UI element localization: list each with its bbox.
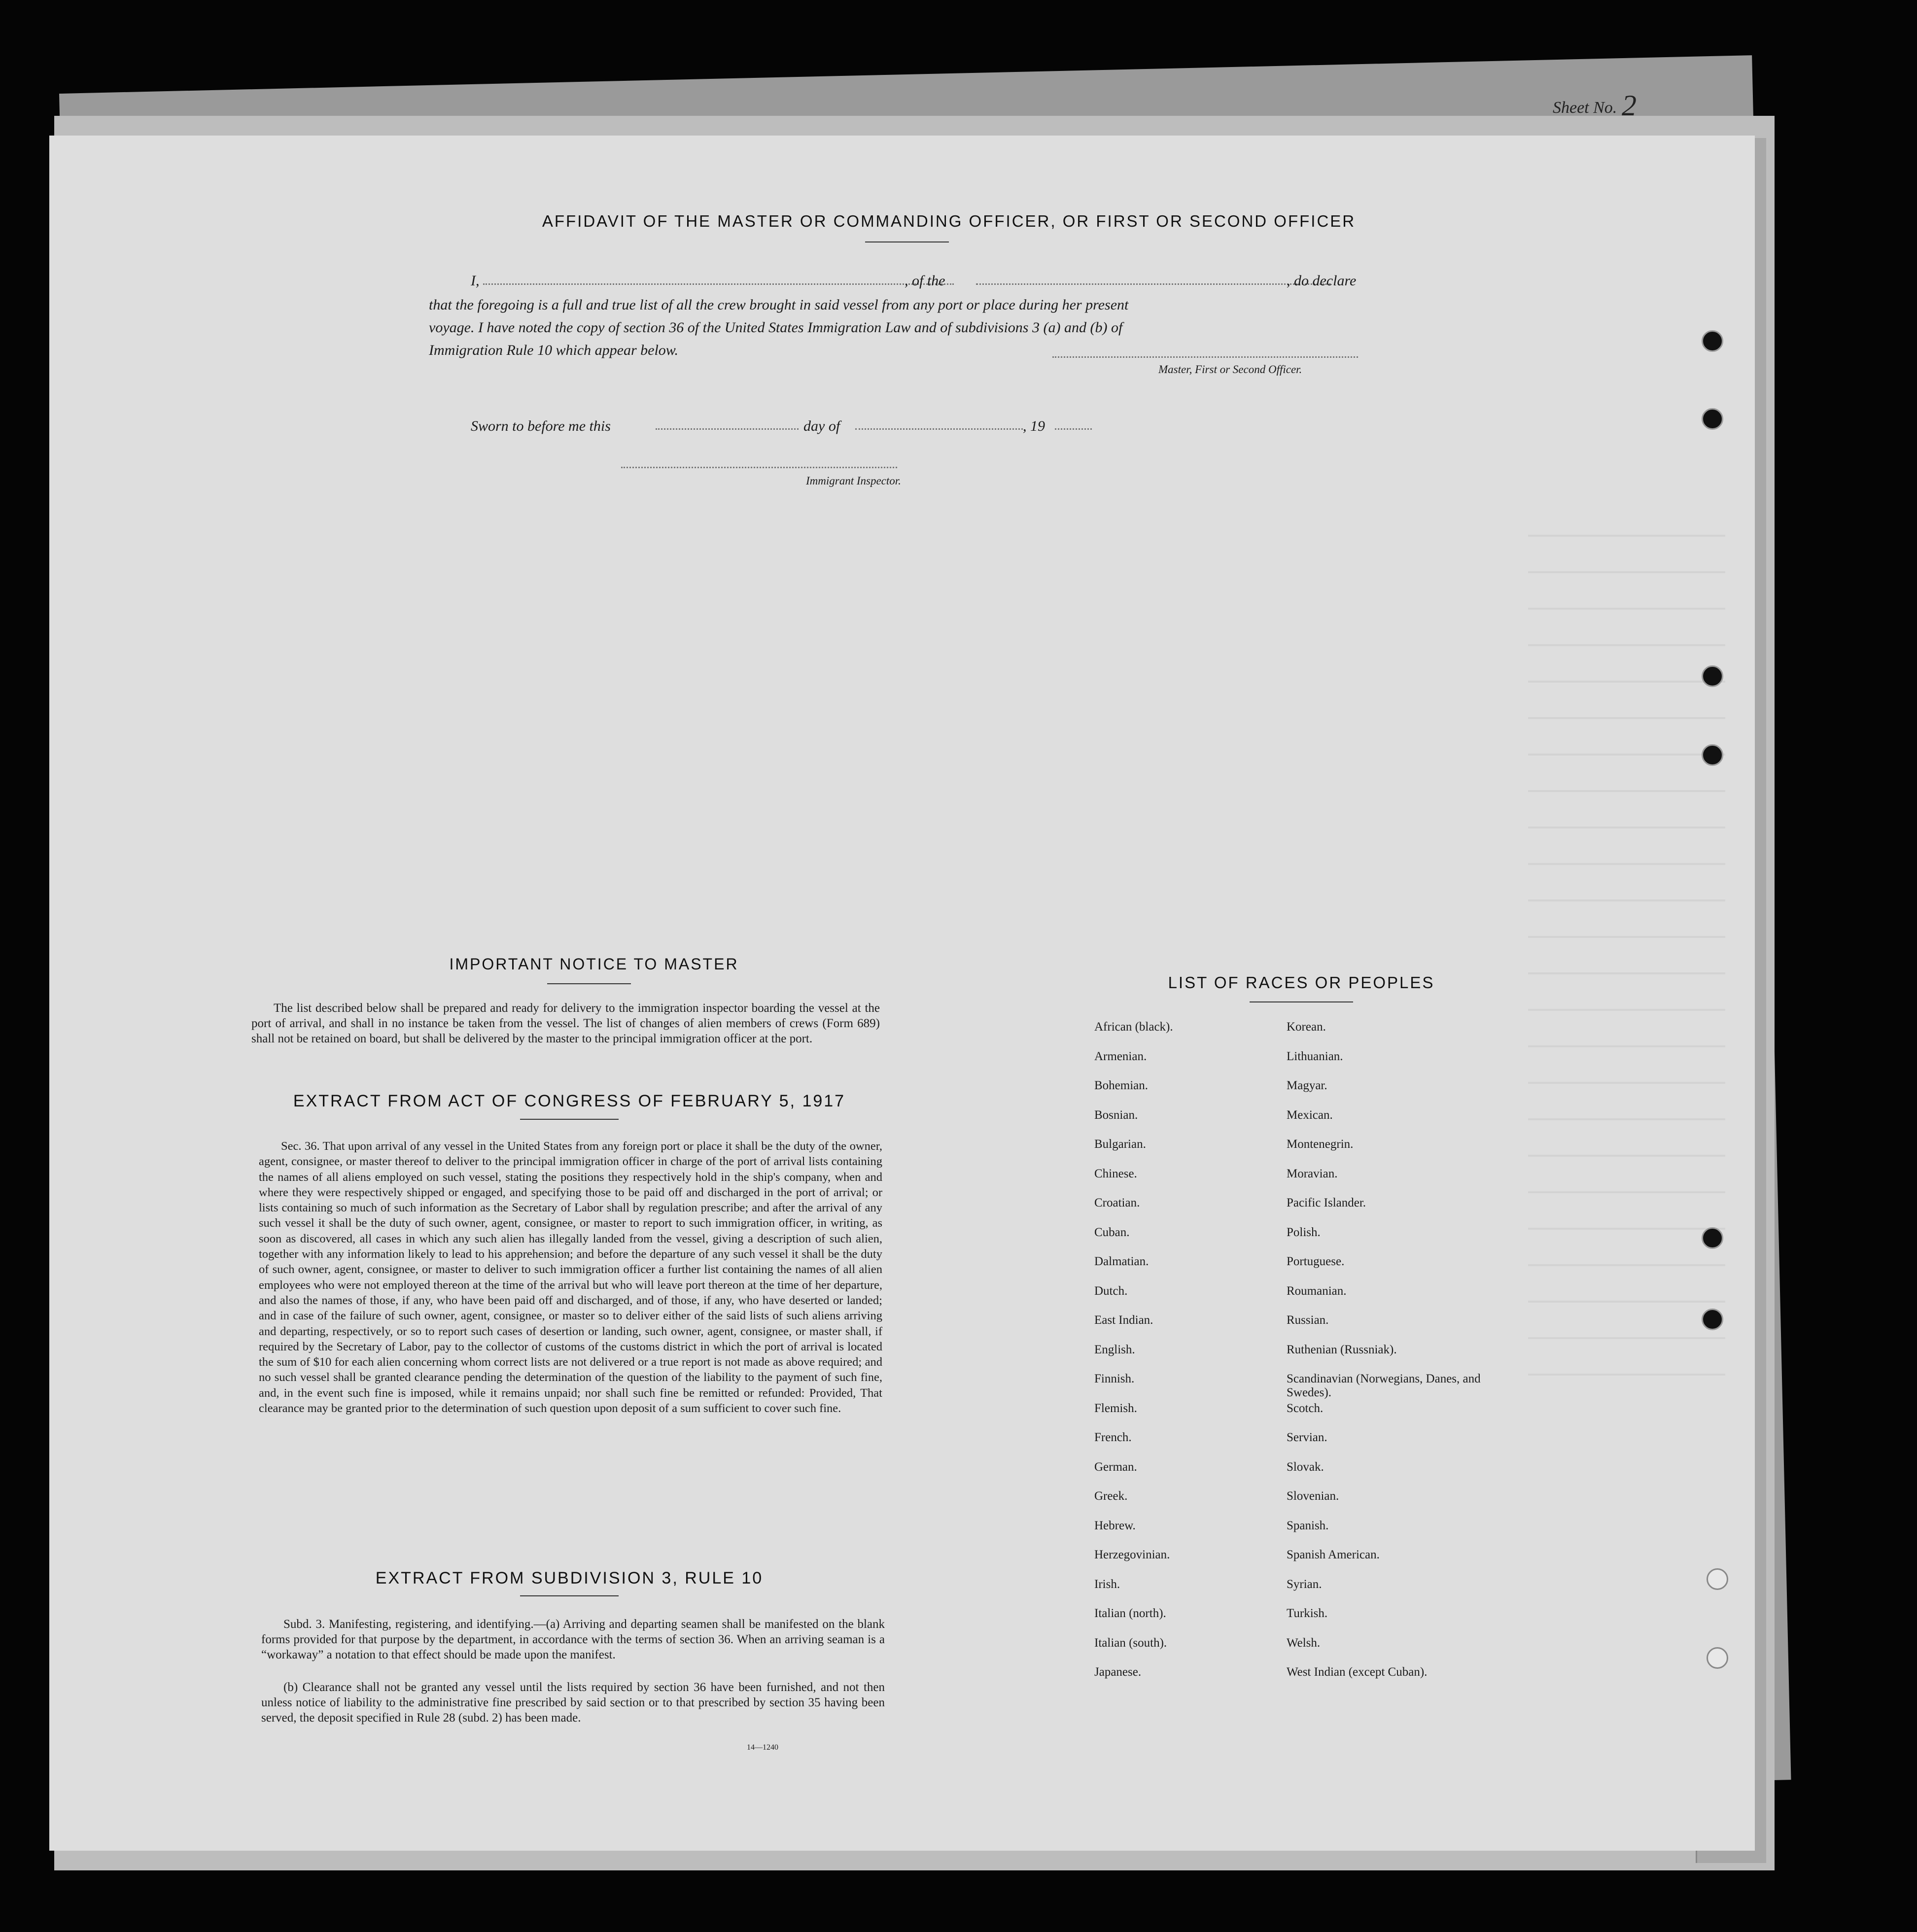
race-item: Slovenian. [1287, 1489, 1339, 1503]
race-item: Russian. [1287, 1313, 1329, 1327]
binder-hole [1702, 665, 1723, 687]
race-item: Herzegovinian. [1094, 1548, 1170, 1561]
day-of-text: day of [803, 418, 840, 434]
race-item: Hebrew. [1094, 1518, 1136, 1532]
affidavit-line-2: that the foregoing is a full and true list of all the crew brought in said vessel from any port or place during her present [429, 297, 1129, 313]
races-column-2 [1287, 1020, 1499, 1695]
race-item: Montenegrin. [1287, 1138, 1354, 1151]
sworn-text: Sworn to before me this [471, 418, 611, 434]
vessel-name-field [976, 283, 1331, 285]
race-item: Irish. [1094, 1577, 1120, 1591]
race-item: Servian. [1287, 1431, 1327, 1444]
section-36-text: Sec. 36. That upon arrival of any vessel in the United States from any foreign port or place it shall be the duty of the owner, agent, consignee, or master thereof to deliver to the principal immigration officer in charge of the port of arrival lists containing the names of all aliens employed on such vessel, stating the positions they respectively hold in the ship's company, when and where they were respectively shipped or engaged, and specifying those to be paid off and discharged in the port of arrival; or lists containing so much of such information as the Secretary of Labor shall by regulation prescribe; and after the arrival of any such vessel it shall be the duty of such owner, agent, consignee, or master to report to such immigration officer, in writing, as soon as discovered, all cases in which any such alien has illegally landed from the vessel, giving a description of such alien, together with any information likely to lead to his apprehension; and before the departure of any such vessel it shall be the duty of such owner, agent, consignee, or master to deliver to such immigration officer a further list containing the names of all alien employees who were not employed thereon at the time of the arrival but who will leave port thereon at the time of her departure, and also the names of those, if any, who have been paid off and discharged, and of those, if any, who have deserted or landed; and in case of the failure of such owner, agent, consignee, or master so to deliver either of the said lists of such aliens arriving and departing, respectively, or so to report such cases of desertion or landing, such owner, agent, consignee, or master shall, if required by the Secretary of Labor, pay to the collector of customs of the customs district in which the port of arrival is located the sum of $10 for each alien concerning whom correct lists are not delivered or a true report is not made as above required; and no such vessel shall be granted clearance pending the determination of the question of the liability to the payment of such fine, and, in the event such fine is imposed, while it remains unpaid; nor shall such fine be remitted or refunded: Provided, That clearance may be granted prior to the determination of such question upon deposit of a sum sufficient to cover such fine. [259, 1139, 882, 1415]
race-item: Pacific Islander. [1287, 1196, 1366, 1209]
binder-hole-empty [1707, 1568, 1728, 1590]
race-item: German. [1094, 1460, 1137, 1474]
extract-act-rule [520, 1119, 619, 1120]
race-item: Flemish. [1094, 1401, 1137, 1415]
affidavit-title: AFFIDAVIT OF THE MASTER OR COMMANDING OFFICER, OR FIRST OR SECOND OFFICER [542, 212, 1356, 230]
race-item: Scandinavian (Norwegians, Danes, and Swedes). [1287, 1372, 1481, 1399]
race-item: Moravian. [1287, 1167, 1338, 1180]
race-item: Dalmatian. [1094, 1255, 1149, 1268]
race-item: Greek. [1094, 1489, 1128, 1503]
sworn-year-field [1055, 428, 1092, 430]
year-text: , 19 [1023, 418, 1045, 434]
rule-10-para-a: Subd. 3. Manifesting, registering, and identifying.—(a) Arriving and departing seamen shall be manifested on the blank forms provided for that purpose by the department, in accordance with the terms of section 36. When an arriving seaman is a “workaway” a notation to that effect should be made upon the manifest. [261, 1618, 885, 1661]
extract-rule-rule [520, 1595, 619, 1596]
race-item: Portuguese. [1287, 1255, 1345, 1268]
binder-hole [1702, 1309, 1723, 1330]
notice-title-rule [547, 983, 631, 984]
sworn-day-field [656, 428, 799, 430]
race-item: Scotch. [1287, 1401, 1324, 1415]
sheet-no-value: 2 [1622, 89, 1637, 122]
race-item: Syrian. [1287, 1577, 1322, 1591]
races-title: LIST OF RACES OR PEOPLES [1168, 973, 1435, 992]
race-item: Chinese. [1094, 1167, 1137, 1180]
races-title-rule [1250, 1001, 1353, 1002]
affidavit-i: I, [471, 273, 480, 289]
race-item: Finnish. [1094, 1372, 1135, 1385]
race-item: African (black). [1094, 1020, 1173, 1034]
race-item: Italian (north). [1094, 1607, 1166, 1620]
race-item: English. [1094, 1343, 1135, 1356]
races-column-1 [1094, 1020, 1272, 1695]
race-item: Bohemian. [1094, 1079, 1149, 1092]
race-item: Bosnian. [1094, 1108, 1138, 1122]
sheet-no-label: Sheet No. [1553, 99, 1617, 117]
notice-text: The list described below shall be prepared and ready for delivery to the immigration inspector boarding the vessel at the port of arrival, and shall in no instance be taken from the vessel. The list of changes of alien members of crews (Form 689) shall not be retained on board, but shall be delivered by the master to the principal immigration officer at the port. [251, 1001, 880, 1045]
extract-rule-title: EXTRACT FROM SUBDIVISION 3, RULE 10 [375, 1569, 764, 1587]
race-item: Slovak. [1287, 1460, 1324, 1474]
race-item: Croatian. [1094, 1196, 1140, 1209]
affidavit-line-3: voyage. I have noted the copy of section 36 of the United States Immigration Law and of subdivisions 3 (a) and (b) of [429, 319, 1123, 336]
binder-hole [1702, 1227, 1723, 1249]
race-item: Spanish. [1287, 1518, 1329, 1532]
notice-title: IMPORTANT NOTICE TO MASTER [449, 955, 739, 973]
race-item: Bulgarian. [1094, 1138, 1146, 1151]
race-item: Armenian. [1094, 1049, 1147, 1063]
race-item: Korean. [1287, 1020, 1326, 1034]
race-item: Lithuanian. [1287, 1049, 1343, 1063]
race-item: West Indian (except Cuban). [1287, 1665, 1428, 1679]
show-through-texture [1528, 500, 1725, 1387]
affidavit-of-the: , of the [905, 273, 945, 289]
race-item: Dutch. [1094, 1284, 1128, 1298]
race-item: Italian (south). [1094, 1636, 1167, 1650]
race-item: Turkish. [1287, 1607, 1328, 1620]
race-item: Roumanian. [1287, 1284, 1347, 1298]
extract-act-title: EXTRACT FROM ACT OF CONGRESS OF FEBRUARY 5, 1917 [293, 1092, 846, 1110]
race-item: East Indian. [1094, 1313, 1153, 1327]
race-item: Mexican. [1287, 1108, 1333, 1122]
binder-hole [1702, 744, 1723, 766]
master-name-field [483, 283, 954, 285]
form-number: 14—1240 [747, 1743, 778, 1752]
affidavit-declare: , do declare [1287, 273, 1357, 289]
inspector-signature-label: Immigrant Inspector. [806, 475, 901, 487]
race-item: Cuban. [1094, 1225, 1130, 1239]
document-page [49, 136, 1755, 1851]
master-signature-line [1052, 356, 1358, 358]
binder-hole [1702, 330, 1723, 352]
rule-10-para-b: (b) Clearance shall not be granted any vessel until the lists required by section 36 have been furnished, and not then unless notice of liability to the administrative fine prescribed by said section or to that prescribed by section 35 having been served, the deposit specified in Rule 28 (subd. 2) has been made. [261, 1681, 885, 1725]
binder-hole-empty [1707, 1647, 1728, 1669]
race-item: Magyar. [1287, 1079, 1327, 1092]
binder-hole [1702, 408, 1723, 430]
race-item: Ruthenian (Russniak). [1287, 1343, 1397, 1356]
sworn-month-field [855, 428, 1023, 430]
race-item: Polish. [1287, 1225, 1321, 1239]
inspector-signature-line [621, 467, 897, 468]
affidavit-line-4: Immigration Rule 10 which appear below. [429, 342, 679, 358]
race-item: Spanish American. [1287, 1548, 1380, 1561]
race-item: French. [1094, 1431, 1132, 1444]
race-item: Japanese. [1094, 1665, 1142, 1679]
master-signature-label: Master, First or Second Officer. [1158, 363, 1302, 376]
race-item: Welsh. [1287, 1636, 1321, 1650]
